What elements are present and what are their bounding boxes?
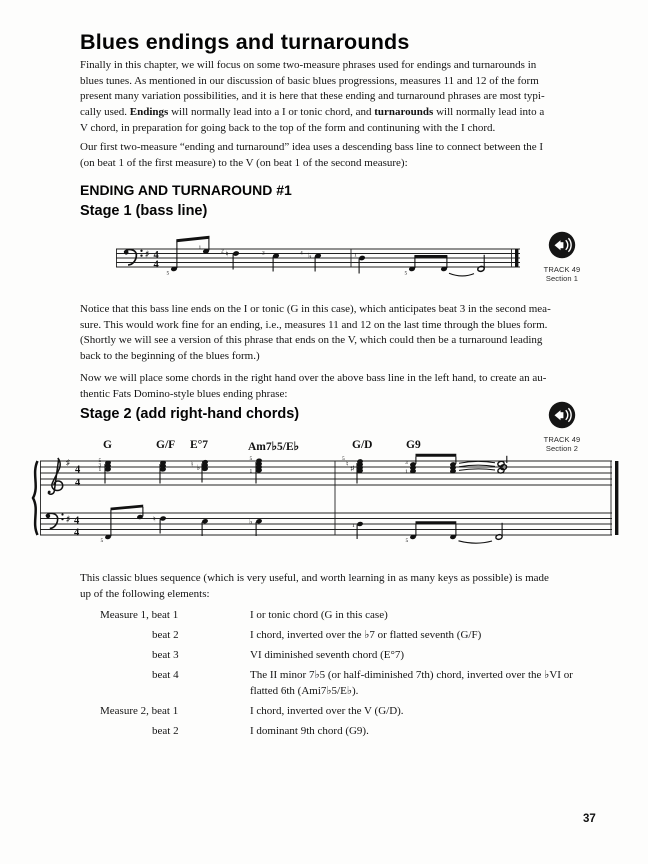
time-signature-top: 4 <box>74 515 80 527</box>
key-signature-sharp: ♯ <box>145 249 149 259</box>
system-brace <box>33 461 38 535</box>
audio-track-badge-1 <box>526 230 598 283</box>
chord-symbol: G/F <box>156 439 176 451</box>
key-signature-sharp: ♯ <box>66 514 70 524</box>
paragraph-line: Notice that this bass line ends on the I or tonic (G in this case), which anticipates beat 3 in the second mea- <box>80 303 551 315</box>
fingering-number: 3 <box>262 250 265 257</box>
measure-beat-label: beat 4 <box>152 669 179 682</box>
stage1-heading: Stage 1 (bass line) <box>80 203 208 219</box>
fingering-number: 1 <box>405 469 408 475</box>
notice-paragraph <box>80 302 580 365</box>
chord-symbol: G/D <box>352 439 373 451</box>
list-item <box>100 628 572 644</box>
fingering-number: 3 <box>405 460 408 466</box>
paragraph-line: (on beat 1 of the first measure) to the V (on beat 1 of the second measure): <box>80 156 408 169</box>
fingering-number: 1 <box>354 252 357 259</box>
paragraph-line: (Shortly we will see a version of this phrase that ends on the V, which could then be a turnaround leading <box>80 334 543 347</box>
fingering-number: 5 <box>404 270 408 277</box>
flat-accidental: ♭ <box>249 517 253 526</box>
natural-accidental: ♮ <box>225 249 229 259</box>
chord-symbol: G <box>103 439 112 451</box>
bold-term-endings: Endings <box>129 106 169 119</box>
paragraph-line: This classic blues sequence (which is very useful, and worth learning in as many keys as possible) is made <box>80 572 549 584</box>
list-item <box>100 608 572 624</box>
speaker-icon <box>547 400 577 430</box>
track-number: TRACK 49 <box>543 435 581 444</box>
chord-symbol: Am7♭5/E♭ <box>248 441 300 453</box>
beat-description <box>250 668 573 699</box>
measure-beat-label: beat 2 <box>152 724 179 737</box>
final-barline <box>615 461 618 535</box>
text-run: will normally lead into a <box>433 106 545 119</box>
paragraph-line: Now we will place some chords in the right hand over the above bass line in the left hand, to create an au- <box>80 372 547 384</box>
paragraph-line <box>80 105 580 121</box>
tie <box>459 465 495 467</box>
beat-description: I chord, inverted over the V (G/D). <box>250 704 404 717</box>
paragraph-line: thentic Fats Domino-style blues ending phrase: <box>80 387 288 400</box>
paragraph-line: sure. This would work fine for an ending, i.e., measures 11 and 12 on the last time through the blues form. <box>80 318 548 331</box>
fingering-number: 5 <box>249 456 253 462</box>
list-item <box>100 704 572 720</box>
speaker-icon <box>547 230 577 260</box>
list-item <box>100 648 572 664</box>
fingering-number: 1 <box>352 523 355 529</box>
key-signature-sharp: ♯ <box>66 457 70 467</box>
treble-clef-icon <box>48 458 63 494</box>
paragraph-line: present many variation possibilities, and it is here that these ending and turnaround phrases are most typi- <box>80 90 545 103</box>
text-run: will normally lead into a I or tonic chord, and <box>168 106 375 119</box>
beat-description-line: The II minor 7♭5 (or half-diminished 7th) chord, inverted over the ♭VI or <box>250 669 573 682</box>
fingering-number: 4 <box>300 250 303 257</box>
natural-accidental: ♮ <box>153 514 156 524</box>
track-section: Section 1 <box>545 274 579 283</box>
tie <box>459 541 493 543</box>
flat-accidental: ♭ <box>196 463 201 472</box>
flat-accidental: ♭ <box>308 251 312 261</box>
tie <box>449 273 474 276</box>
fingering-number: 5 <box>342 456 345 462</box>
beat-description: I chord, inverted over the ♭7 or flatted seventh (G/F) <box>250 629 482 642</box>
paragraph-line: Our first two-measure “ending and turnaround” idea uses a descending bass line to connect between the I <box>80 141 544 153</box>
time-signature-bottom: 4 <box>74 527 80 539</box>
sharp-accidental: ♯ <box>350 464 354 473</box>
bold-term-turnarounds: turnarounds <box>374 106 434 119</box>
list-item <box>100 668 572 699</box>
track-number: TRACK 49 <box>543 265 581 274</box>
text-run: cally used. <box>80 106 130 119</box>
paragraph-line: Finally in this chapter, we will focus on some two-measure phrases used for endings and turnarounds in <box>80 59 537 71</box>
fingering-number: 5 <box>98 458 102 464</box>
measure-beat-label: Measure 1, beat 1 <box>100 609 179 621</box>
time-signature-top: 4 <box>75 464 81 476</box>
paragraph-line: blues tunes. As mentioned in our discussion of basic blues progressions, measures 11 and 12 of the form <box>80 74 539 87</box>
lead-in-paragraph <box>80 140 580 171</box>
measure-beat-label: beat 2 <box>152 629 179 642</box>
time-signature-top: 4 <box>153 249 159 261</box>
track-section: Section 2 <box>545 444 579 453</box>
final-barline <box>515 249 518 267</box>
fingering-number: 1 <box>98 467 102 473</box>
classic-sequence-paragraph <box>80 571 580 602</box>
beat-description: I or tonic chord (G in this case) <box>250 609 388 621</box>
beat-description: I dominant 9th chord (G9). <box>250 724 369 737</box>
intro-paragraph <box>80 58 580 137</box>
chord-symbol: E°7 <box>190 439 209 451</box>
half-note <box>477 266 485 272</box>
audio-track-badge-2 <box>526 400 598 453</box>
paragraph-line: up of the following elements: <box>80 587 210 600</box>
treble-chords-measure1 <box>105 458 263 484</box>
measure-beat-label: Measure 2, beat 1 <box>100 704 179 717</box>
half-note <box>497 468 504 474</box>
stage2-grand-staff <box>28 449 622 554</box>
stage2-heading: Stage 2 (add right-hand chords) <box>80 406 300 422</box>
tie <box>459 469 495 471</box>
natural-accidental: ♮ <box>191 460 194 469</box>
fingering-number: 1 <box>249 468 253 475</box>
tie <box>459 461 495 463</box>
measure-beat-label: beat 3 <box>152 649 179 662</box>
page-number: 37 <box>583 813 596 825</box>
list-item <box>100 724 572 740</box>
beat-description: VI diminished seventh chord (E°7) <box>250 649 405 662</box>
paragraph-line: V chord, in preparation for going back to the top of the form and continuning with the I chord. <box>80 121 496 134</box>
page-title: Blues endings and turnarounds <box>80 30 410 54</box>
elements-list <box>100 608 572 744</box>
fingering-number: 5 <box>100 538 104 544</box>
fingering-number: 1 <box>198 245 202 251</box>
fingering-number: 2 <box>221 248 224 255</box>
time-signature-bottom: 4 <box>75 477 81 489</box>
fingering-number: 5 <box>166 270 170 277</box>
paragraph-line: back to the beginning of the blues form.) <box>80 350 260 363</box>
fingering-number: 5 <box>405 538 409 544</box>
beat-description-line: flatted 6th (Ami7♭5/E♭). <box>250 684 359 697</box>
now-paragraph <box>80 371 580 402</box>
natural-accidental: ♮ <box>346 460 349 468</box>
chord-symbol: G9 <box>406 439 421 451</box>
time-signature-bottom: 4 <box>153 259 159 271</box>
stage1-bass-staff <box>110 231 524 293</box>
fingering-number: 3 <box>98 462 102 469</box>
section-heading: ENDING AND TURNAROUND #1 <box>80 182 292 198</box>
bass-clef-icon <box>46 513 64 528</box>
